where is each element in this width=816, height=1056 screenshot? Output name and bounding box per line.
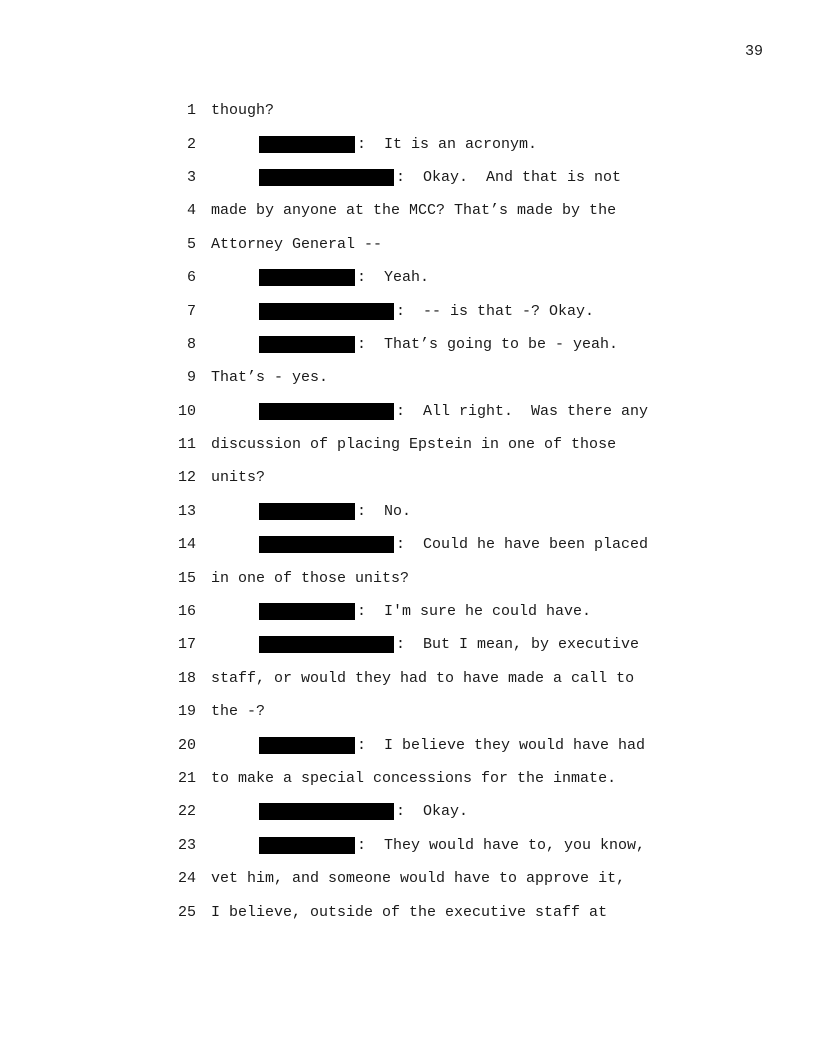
line-content <box>211 503 411 520</box>
line-text: : I believe they would have had <box>357 736 646 754</box>
redacted-speaker-name <box>259 169 394 186</box>
page-number: 39 <box>744 43 763 60</box>
redacted-speaker-name <box>259 737 355 754</box>
line-text: in one of those units? <box>211 569 410 587</box>
line-text: units? <box>211 469 266 487</box>
redacted-speaker-name <box>259 136 355 153</box>
line-number: 23 <box>177 836 196 854</box>
line-text: : But I mean, by executive <box>396 636 640 654</box>
redacted-speaker-name <box>259 636 394 653</box>
line-number: 6 <box>186 269 196 287</box>
transcript-body <box>172 94 692 929</box>
line-content <box>211 870 625 887</box>
line-number: 19 <box>177 703 196 721</box>
line-text: That’s - yes. <box>211 369 329 387</box>
line-text: though? <box>211 102 275 120</box>
transcript-line <box>172 294 692 327</box>
line-number: 25 <box>177 903 196 921</box>
line-number: 18 <box>177 669 196 687</box>
line-content <box>211 169 621 186</box>
line-text: the -? <box>211 703 266 721</box>
transcript-line <box>172 795 692 828</box>
line-number: 16 <box>177 603 196 621</box>
line-number: 17 <box>177 636 196 654</box>
transcript-line <box>172 695 692 728</box>
line-content <box>211 102 274 119</box>
redacted-speaker-name <box>259 503 355 520</box>
line-content <box>211 202 616 219</box>
transcript-line <box>172 561 692 594</box>
transcript-line <box>172 161 692 194</box>
line-text: vet him, and someone would have to approve it, <box>211 870 626 888</box>
line-content <box>211 336 618 353</box>
redacted-speaker-name <box>259 803 394 820</box>
redacted-speaker-name <box>259 269 355 286</box>
line-content <box>211 269 429 286</box>
line-text: : -- is that -? Okay. <box>396 302 595 320</box>
line-content <box>211 369 328 386</box>
line-content <box>211 436 616 453</box>
line-number: 4 <box>186 202 196 220</box>
line-content <box>211 770 616 787</box>
line-number: 20 <box>177 736 196 754</box>
transcript-line <box>172 628 692 661</box>
line-content <box>211 703 265 720</box>
line-number: 21 <box>177 770 196 787</box>
line-content <box>211 904 607 921</box>
redacted-speaker-name <box>259 603 355 620</box>
redacted-speaker-name <box>259 536 394 553</box>
transcript-line <box>172 595 692 628</box>
line-text: : All right. Was there any <box>396 402 649 420</box>
line-number: 22 <box>177 803 196 821</box>
line-text: discussion of placing Epstein in one of those <box>211 436 617 454</box>
redacted-speaker-name <box>259 837 355 854</box>
transcript-line <box>172 361 692 394</box>
transcript-line <box>172 862 692 895</box>
line-content <box>211 403 648 420</box>
line-number: 3 <box>186 168 196 186</box>
transcript-line <box>172 461 692 494</box>
transcript-line <box>172 528 692 561</box>
line-content <box>211 536 648 553</box>
line-text: staff, or would they had to have made a call to <box>211 669 635 687</box>
transcript-line <box>172 662 692 695</box>
transcript-line <box>172 228 692 261</box>
transcript-line <box>172 829 692 862</box>
line-text: : That’s going to be - yeah. <box>357 335 619 353</box>
line-number: 7 <box>186 302 196 320</box>
line-content <box>211 303 594 320</box>
line-number: 9 <box>186 369 196 387</box>
line-text: to make a special concessions for the inmate. <box>211 770 617 787</box>
line-content <box>211 236 382 253</box>
line-text: made by anyone at the MCC? That’s made by the <box>211 202 617 220</box>
line-text: : Yeah. <box>357 269 430 287</box>
line-text: : Okay. <box>396 803 469 821</box>
line-text: : No. <box>357 502 412 520</box>
line-content <box>211 737 645 754</box>
transcript-line <box>172 94 692 127</box>
line-number: 14 <box>177 536 196 554</box>
line-content <box>211 136 537 153</box>
line-text: Attorney General -- <box>211 235 383 253</box>
line-text: : Could he have been placed <box>396 536 649 554</box>
line-content <box>211 570 409 587</box>
transcript-line <box>172 428 692 461</box>
transcript-line <box>172 895 692 928</box>
transcript-line <box>172 762 692 795</box>
line-content <box>211 803 468 820</box>
transcript-line <box>172 194 692 227</box>
line-number: 12 <box>177 469 196 487</box>
transcript-line <box>172 261 692 294</box>
line-content <box>211 670 634 687</box>
line-number: 8 <box>186 335 196 353</box>
line-content <box>211 603 591 620</box>
transcript-line <box>172 728 692 761</box>
line-text: : It is an acronym. <box>357 135 538 153</box>
line-number: 11 <box>177 436 196 454</box>
line-content <box>211 837 645 854</box>
line-text: : They would have to, you know, <box>357 836 646 854</box>
transcript-line <box>172 328 692 361</box>
redacted-speaker-name <box>259 303 394 320</box>
line-number: 24 <box>177 870 196 888</box>
line-content <box>211 469 265 486</box>
line-number: 2 <box>186 135 196 153</box>
transcript-line <box>172 495 692 528</box>
transcript-line <box>172 127 692 160</box>
line-number: 10 <box>177 402 196 420</box>
line-number: 15 <box>177 569 196 587</box>
redacted-speaker-name <box>259 403 394 420</box>
line-number: 13 <box>177 502 196 520</box>
transcript-line <box>172 395 692 428</box>
line-number: 5 <box>186 235 196 253</box>
line-content <box>211 636 639 653</box>
line-text: : I'm sure he could have. <box>357 603 592 621</box>
line-text: I believe, outside of the executive staff at <box>211 903 608 921</box>
line-text: : Okay. And that is not <box>396 168 622 186</box>
line-number: 1 <box>186 102 196 120</box>
redacted-speaker-name <box>259 336 355 353</box>
